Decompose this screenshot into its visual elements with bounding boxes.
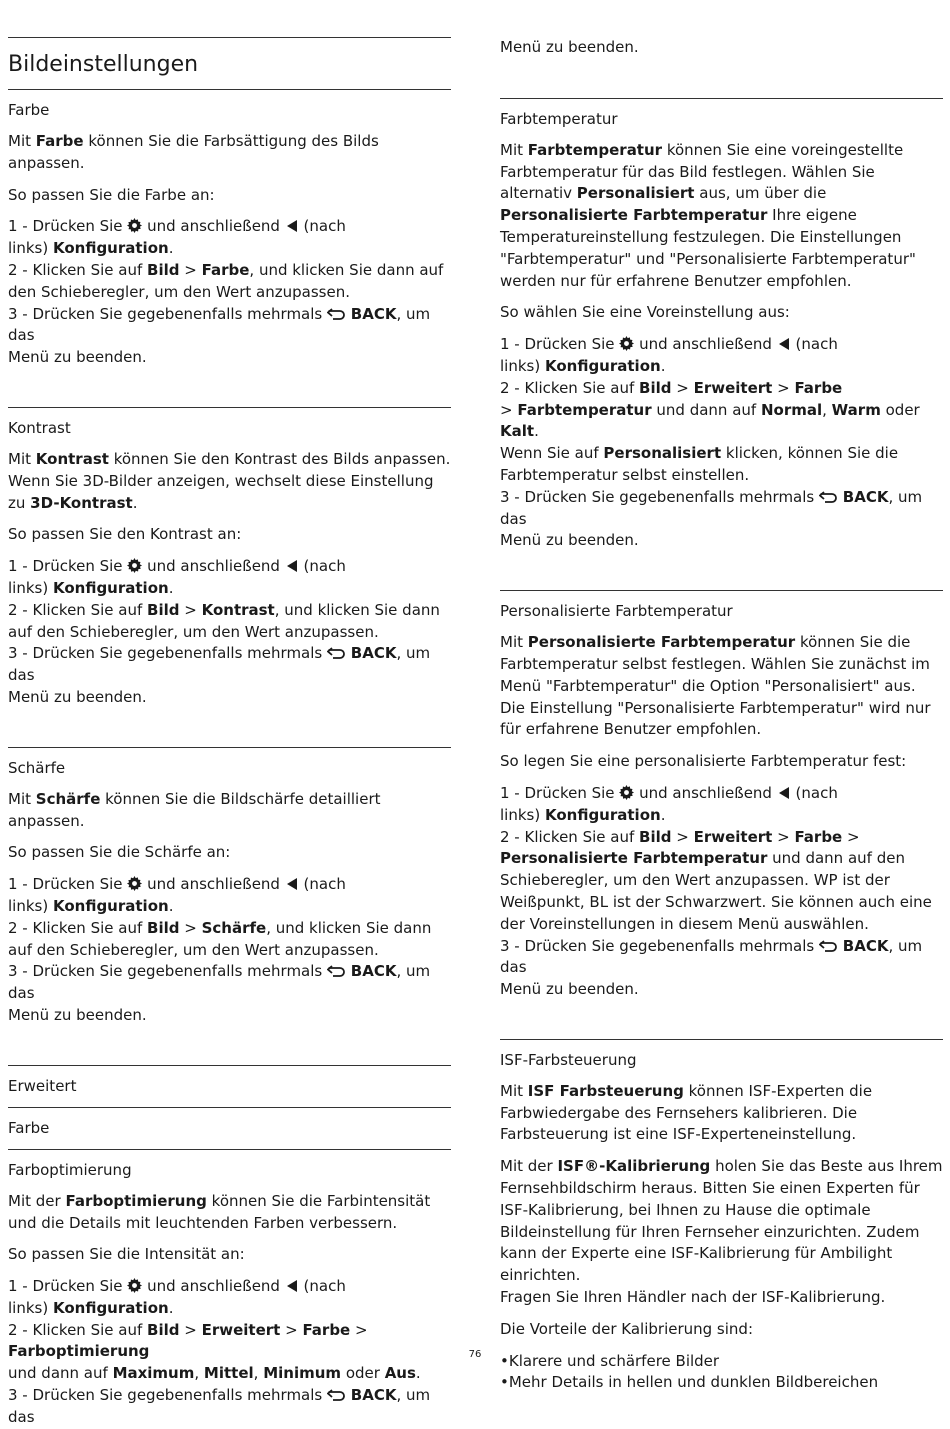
left-column: [8, 0, 451, 1429]
back-icon: [327, 965, 346, 977]
paragraph: So passen Sie die Intensität an:: [8, 1245, 245, 1264]
gear-icon: [619, 785, 634, 800]
back-icon: [327, 647, 346, 659]
paragraph: Mit ISF Farbsteuerung können ISF-Experten die Farbwiedergabe des Fernsehers kalibrieren. Die Farbsteuerung ist eine ISF-Experteneinstellung.: [500, 1081, 873, 1144]
back-icon: [327, 308, 346, 320]
gear-icon: [127, 218, 142, 233]
section-heading-personalisierte-farbtemperatur: Personalisierte Farbtemperatur: [500, 602, 733, 621]
back-icon: [819, 491, 838, 503]
page-number: 76: [468, 1349, 482, 1360]
section-heading-schaerfe: Schärfe: [8, 758, 66, 777]
section-heading-isf-farbsteuerung: ISF-Farbsteuerung: [500, 1050, 637, 1069]
section-heading-farboptimierung: Farboptimierung: [8, 1160, 132, 1179]
instruction-steps: 1 - Drücken Sie und anschließend (nach links) Konfiguration. 2 - Klicken Sie auf Bild > Erweitert > Farbe > Farbtemperatur und dann auf Normal, Warm oder Kalt. Wenn Sie auf Personalisiert klicken, können Sie die Farbtemperatur selbst einstellen. 3 - Drücken Sie gegebenenfalls mehrmals BACK, um das Menü zu beenden.: [500, 335, 923, 550]
section-heading-erweitert: Erweitert: [8, 1076, 77, 1095]
left-arrow-icon: [287, 220, 297, 232]
list-item: • Mehr Details in hellen und dunklen Bildbereichen: [500, 1372, 943, 1394]
page-title: Bildeinstellungen: [8, 52, 199, 77]
paragraph: Mit Schärfe können Sie die Bildschärfe detailliert anpassen.: [8, 789, 381, 830]
paragraph: Die Vorteile der Kalibrierung sind:: [500, 1319, 754, 1338]
left-arrow-icon: [779, 787, 789, 799]
paragraph: So passen Sie die Schärfe an:: [8, 843, 231, 862]
section-heading-kontrast: Kontrast: [8, 418, 71, 437]
instruction-steps: 1 - Drücken Sie und anschließend (nach links) Konfiguration. 2 - Klicken Sie auf Bild > Erweitert > Farbe > Personalisierte Farbtemperatur und dann auf den Schieberegler, um den Wert anzupassen. WP ist der Weißpunkt, BL ist der Schwarzwert. Sie können auch eine der Voreinstellungen in diesem Menü auswählen. 3 - Drücken Sie gegebenenfalls mehrmals BACK, um das Menü zu beenden.: [500, 783, 932, 999]
left-arrow-icon: [287, 560, 297, 572]
left-arrow-icon: [779, 338, 789, 350]
gear-icon: [127, 876, 142, 891]
gear-icon: [127, 558, 142, 573]
back-icon: [327, 1389, 346, 1401]
paragraph: Mit der ISF®-Kalibrierung holen Sie das Beste aus Ihrem Fernsehbildschirm heraus. Bitten Sie einen Experten für ISF-Kalibrierung, bei Ihnen zu Hause die optimale Bildeinstellung für Ihren Fernseher einzurichten. Zudem kann der Experte eine ISF-Kalibrierung für Ambilight einrichten. Fragen Sie Ihren Händler nach der ISF-Kalibrierung.: [500, 1157, 943, 1307]
instruction-steps: 1 - Drücken Sie und anschließend (nach links) Konfiguration. 2 - Klicken Sie auf Bild > Schärfe, und klicken Sie dann auf den Schieberegler, um den Wert anzupassen. 3 - Drücken Sie gegebenenfalls mehrmals BACK, um das Menü zu beenden.: [8, 875, 432, 1024]
section-heading-farbe-2: Farbe: [8, 1118, 50, 1137]
paragraph: Mit Kontrast können Sie den Kontrast des Bilds anpassen. Wenn Sie 3D-Bilder anzeigen, wechselt diese Einstellung zu 3D-Kontrast.: [8, 449, 451, 512]
list-item: • Klarere und schärfere Bilder: [500, 1351, 943, 1373]
paragraph: So passen Sie die Farbe an:: [8, 185, 215, 204]
instruction-steps: 1 - Drücken Sie und anschließend (nach links) Konfiguration. 2 - Klicken Sie auf Bild > Erweitert > Farbe > Farboptimierung und dann auf Maximum, Mittel, Minimum oder Aus. 3 - Drücken Sie gegebenenfalls mehrmals BACK, um das: [8, 1277, 431, 1426]
paragraph: So passen Sie den Kontrast an:: [8, 525, 242, 544]
left-arrow-icon: [287, 878, 297, 890]
paragraph: So wählen Sie eine Voreinstellung aus:: [500, 303, 790, 322]
paragraph: So legen Sie eine personalisierte Farbtemperatur fest:: [500, 752, 907, 771]
paragraph: Mit Personalisierte Farbtemperatur können Sie die Farbtemperatur selbst festlegen. Wählen Sie zunächst im Menü "Farbtemperatur" die Option "Personalisiert" aus. Die Einstellung "Personalisierte Farbtemperatur" wird nur für erfahrene Benutzer empfohlen.: [500, 633, 931, 739]
paragraph: Mit Farbe können Sie die Farbsättigung des Bilds anpassen.: [8, 132, 379, 172]
left-arrow-icon: [287, 1280, 297, 1292]
paragraph: Mit Farbtemperatur können Sie eine voreingestellte Farbtemperatur für das Bild festlegen. Wählen Sie alternativ Personalisiert aus, um über die Personalisierte Farbtemperatur Ihre eigene Temperatureinstellung festzulegen. Die Einstellungen "Farbtemperatur" und "Personalisierte Farbtemperatur" werden nur für erfahrene Benutzer empfohlen.: [500, 140, 916, 290]
section-heading-farbtemperatur: Farbtemperatur: [500, 109, 618, 128]
gear-icon: [127, 1278, 142, 1293]
instruction-steps: 1 - Drücken Sie und anschließend (nach links) Konfiguration. 2 - Klicken Sie auf Bild > Farbe, und klicken Sie dann auf den Schieberegler, um den Wert anzupassen. 3 - Drücken Sie gegebenenfalls mehrmals BACK, um das Menü zu beenden.: [8, 217, 444, 367]
instruction-steps: 1 - Drücken Sie und anschließend (nach links) Konfiguration. 2 - Klicken Sie auf Bild > Kontrast, und klicken Sie dann auf den Schieberegler, um den Wert anzupassen. 3 - Drücken Sie gegebenenfalls mehrmals BACK, um das Menü zu beenden.: [8, 557, 440, 706]
paragraph: Menü zu beenden.: [500, 38, 639, 56]
back-icon: [819, 940, 838, 952]
gear-icon: [619, 336, 634, 351]
paragraph: Mit der Farboptimierung können Sie die Farbintensität und die Details mit leuchtenden Farben verbessern.: [8, 1191, 431, 1232]
section-heading-farbe: Farbe: [8, 101, 50, 119]
right-column: [500, 0, 943, 1394]
